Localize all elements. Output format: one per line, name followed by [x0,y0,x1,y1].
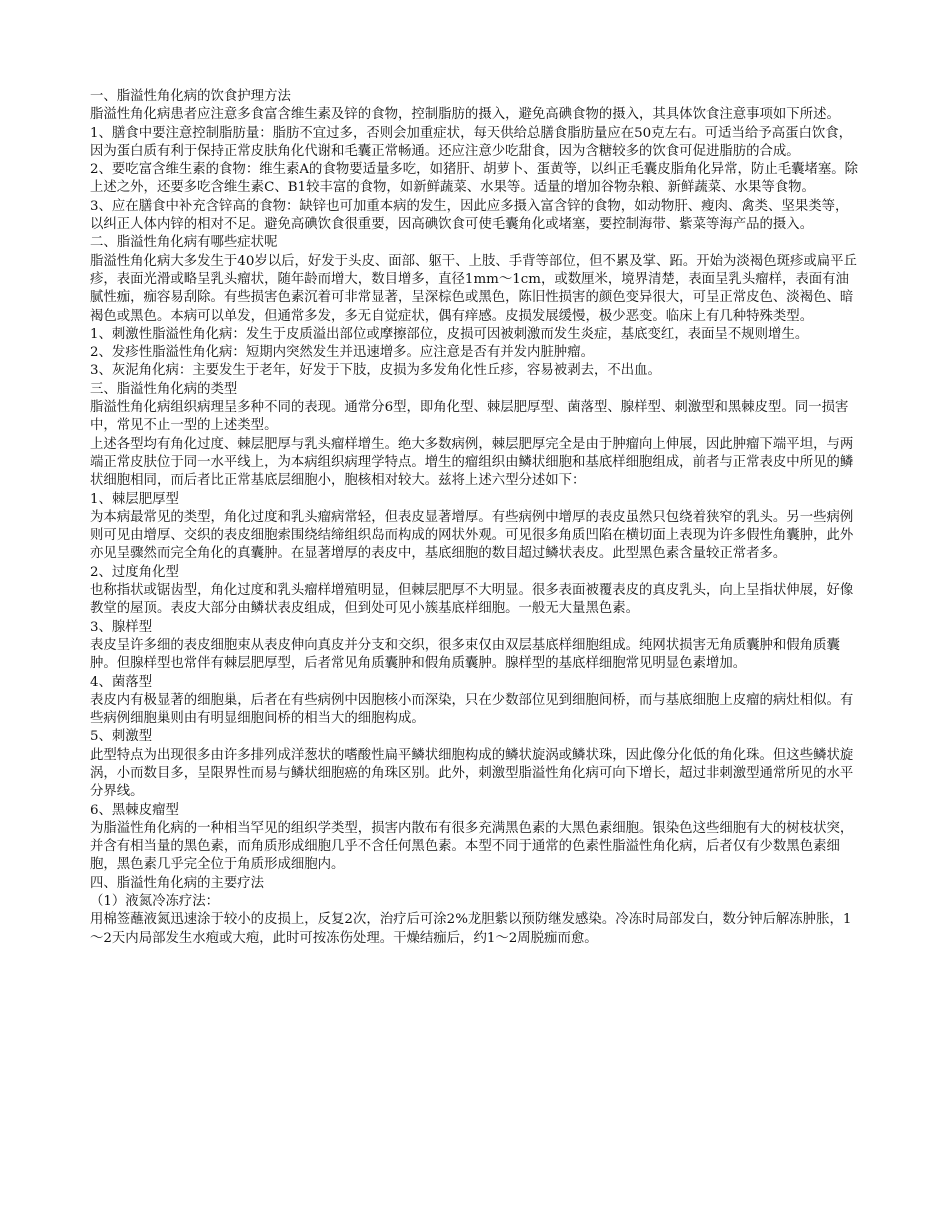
section-heading-types: 三、脂溢性角化病的类型 [90,381,238,397]
paragraph: 1、刺激性脂溢性角化病：发生于皮质溢出部位或摩擦部位，皮损可因被刺激而发生炎症，基底变红，表面呈不规则增生。 [90,326,809,342]
subheading: 2、过度角化型 [90,564,179,580]
paragraph: 表皮内有极显著的细胞巢，后者在有些病例中因胞核小而深染，只在少数部位见到细胞间桥，而与基底细胞上皮瘤的病灶相似。有些病例细胞巢则由有明显细胞间桥的相当大的细胞构成。 [90,692,854,727]
paragraph: 也称指状或锯齿型，角化过度和乳头瘤样增殖明显，但棘层肥厚不大明显。很多表面被覆表皮的真皮乳头，向上呈指状伸展，好像教堂的屋顶。表皮大部分由鳞状表皮组成，但到处可见小簇基底样细胞。一般无大量黑色素。 [90,583,854,617]
paragraph: 2、发疹性脂溢性角化病：短期内突然发生并迅速增多。应注意是否有并发内脏肿瘤。 [90,345,594,361]
paragraph: 脂溢性角化病大多发生于40岁以后，好发于头皮、面部、躯干、上肢、手背等部位，但不累及掌、跖。开始为淡褐色斑疹或扁平丘疹，表面光滑或略呈乳头瘤状，随年龄而增大，数目增多，直径1mm～1cm，或数厘米，境界清楚，表面呈乳头瘤样，表面有油腻性痂，痂容易刮除。有些损害色素沉着可非常显著，呈深棕色或黑色，陈旧性损害的颜色变异很大，可呈正常皮色、淡褐色、暗褐色或黑色。本病可以单发，但通常多发，多无自觉症状，偶有痒感。皮损发展缓慢，极少恶变。临床上有几种特殊类型。 [90,253,857,324]
paragraph: 脂溢性角化病组织病理呈多种不同的表现。通常分6型，即角化型、棘层肥厚型、菌落型、腺样型、刺激型和黑棘皮型。同一损害中，常见不止一型的上述类型。 [90,400,849,434]
subheading: 6、黑棘皮瘤型 [90,802,179,818]
section-heading-symptoms: 二、脂溢性角化病有哪些症状呢 [90,235,278,251]
subheading: 5、刺激型 [90,729,153,745]
subheading: 1、棘层肥厚型 [90,491,179,507]
subheading: （1）液氮冷冻疗法： [90,894,220,910]
paragraph: 表皮呈许多细的表皮细胞束从表皮伸向真皮并分支和交织，很多束仅由双层基底样细胞组成。纯网状损害无角质囊肿和假角质囊肿。但腺样型也常伴有棘层肥厚型，后者常见角质囊肿和假角质囊肿。腺样型的基底样细胞常见明显色素增加。 [90,637,840,672]
paragraph: 为本病最常见的类型，角化过度和乳头瘤病常轻，但表皮显著增厚。有些病例中增厚的表皮虽然只包绕着狭窄的乳头。另一些病例则可见由增厚、交织的表皮细胞索围绕结缔组织岛而构成的网状外观。可见很多角质凹陷在横切面上表现为许多假性角囊肿，此外亦见呈骤然而完全角化的真囊肿。在显著增厚的表皮中，基底细胞的数目超过鳞状表皮。此型黑色素含量较正常者多。 [90,509,854,562]
paragraph: 脂溢性角化病患者应注意多食富含维生素及锌的食物，控制脂肪的摄入，避免高碘食物的摄入，其具体饮食注意事项如下所述。 [90,107,840,123]
paragraph: 2、要吃富含维生素的食物：维生素A的食物要适量多吃，如猪肝、胡萝卜、蛋黄等，以纠正毛囊皮脂角化异常，防止毛囊堵塞。除上述之外，还要多吃含维生素C、B1较丰富的食物，如新鲜蔬菜、水果等。适量的增加谷物杂粮、新鲜蔬菜、水果等食物。 [90,162,859,196]
paragraph: 上述各型均有角化过度、棘层肥厚与乳头瘤样增生。绝大多数病例，棘层肥厚完全是由于肿瘤向上伸展，因此肿瘤下端平坦，与两端正常皮肤位于同一水平线上，为本病组织病理学特点。增生的瘤组织由鳞状细胞和基底样细胞组成，前者与正常表皮中所见的鳞状细胞相同，而后者比正常基底层细胞小，胞核相对较大。兹将上述六型分述如下： [90,436,854,489]
subheading: 3、腺样型 [90,619,153,635]
paragraph: 用棉签蘸液氮迅速涂于较小的皮损上，反复2次，治疗后可涂2%龙胆紫以预防继发感染。冷冻时局部发白，数分钟后解冻肿胀，1～2天内局部发生水疱或大疱，此时可按冻伤处理。干燥结痂后，约1～2周脱痂而愈。 [90,912,852,946]
paragraph: 3、灰泥角化病：主要发生于老年，好发于下肢，皮损为多发角化性丘疹，容易被剥去，不出血。 [90,363,661,379]
section-heading-treatment: 四、脂溢性角化病的主要疗法 [90,875,265,891]
paragraph: 此型特点为出现很多由许多排列成洋葱状的嗜酸性扁平鳞状细胞构成的鳞状旋涡或鳞状珠，因此像分化低的角化珠。但这些鳞状旋涡，小而数目多，呈限界性而易与鳞状细胞癌的角珠区别。此外，刺激型脂溢性角化病可向下增长，超过非刺激型通常所见的水平分界线。 [90,747,854,800]
paragraph: 1、膳食中要注意控制脂肪量：脂肪不宜过多，否则会加重症状，每天供给总膳食脂肪量应在50克左右。可适当给予高蛋白饮食，因为蛋白质有利于保持正常皮肤角化代谢和毛囊正常畅通。还应注意少吃甜食，因为含糖较多的饮食可促进脂肪的合成。 [90,125,853,159]
section-heading-diet: 一、脂溢性角化病的饮食护理方法 [90,89,291,104]
paragraph: 3、应在膳食中补充含锌高的食物：缺锌也可加重本病的发生，因此应多摄入富含锌的食物，如动物肝、瘦肉、禽类、坚果类等，以纠正人体内锌的相对不足。避免高碘饮食很重要，因高碘饮食可使毛囊角化或堵塞，要控制海带、紫菜等海产品的摄入。 [90,198,849,233]
paragraph: 为脂溢性角化病的一种相当罕见的组织学类型，损害内散布有很多充满黑色素的大黑色素细胞。银染色这些细胞有大的树枝状突，并含有相当量的黑色素，而角质形成细胞几乎不含任何黑色素。本型不同于通常的色素性脂溢性角化病，后者仅有少数黑色素细胞，黑色素几乎完全位于角质形成细胞内。 [90,820,854,873]
subheading: 4、菌落型 [90,674,153,690]
